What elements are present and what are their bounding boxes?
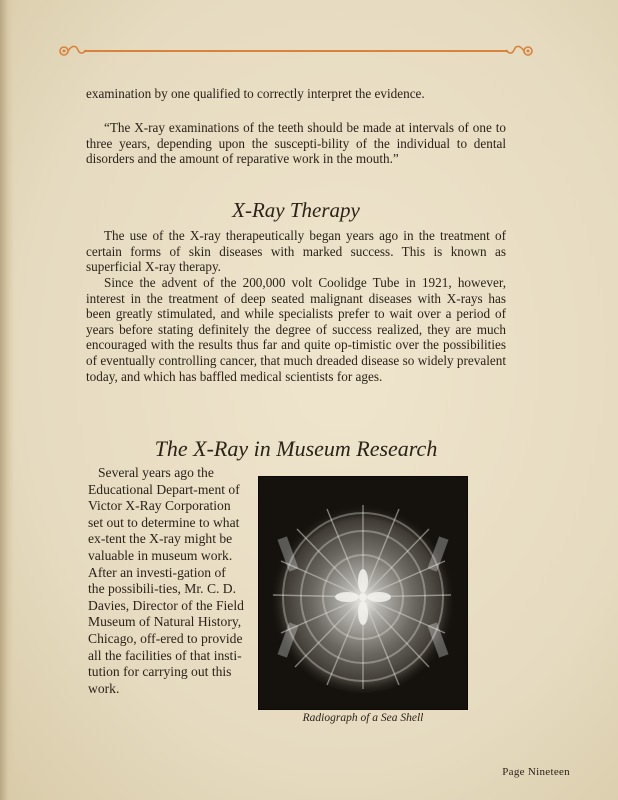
decorative-header-rule: [58, 44, 534, 58]
radiograph-image: [259, 477, 467, 709]
sea-shell-radiograph: [258, 476, 468, 710]
paragraph-museum-column: Several years ago the Educational Depart-ment of Victor X-Ray Corporation set out to determine to what ex-tent the X-ray might be valuable in museum work. After an investi-gation of the possibili-ties, Mr. C. D. Davies, Director of the Field Museum of Natural History, Chicago, off-ered to provide all the facilities of that insti-tution for carrying out this work.: [88, 465, 244, 696]
heading-xray-therapy: X-Ray Therapy: [232, 198, 360, 222]
paragraph-therapy-intro: [86, 228, 506, 275]
scroll-ornament-left-icon: [58, 43, 86, 59]
paragraph-text: examination by one qualified to correctly interpret the evidence.: [86, 86, 425, 101]
paragraph-continued: [86, 86, 506, 102]
heading-museum-research: The X-Ray in Museum Research: [154, 436, 438, 461]
scroll-ornament-right-icon: [506, 43, 534, 59]
paragraph-coolidge-tube: [86, 275, 506, 384]
paragraph-quotation: [86, 120, 506, 167]
page-number: Page Nineteen: [502, 766, 570, 778]
page-gutter-shadow: [0, 0, 14, 800]
paragraph-text: Since the advent of the 200,000 volt Coolidge Tube in 1921, however, interest in the treatment of deep seated malignant diseases with X-rays has been greatly stimulated, and while specialists prefer to wait over a period of years before stating definitely the degree of success realized, they are much encouraged with the results thus far and quite op-timistic over the possibilities of eventually controlling cancer, that much dreaded disease so widely prevalent today, and which has baffled medical scientists for ages.: [86, 275, 506, 384]
header-rule-line: [84, 50, 508, 52]
paragraph-text: “The X-ray examinations of the teeth should be made at intervals of one to three years, depending upon the suscepti-bility of the individual to dental disorders and the amount of reparative work in the mouth.”: [86, 120, 506, 167]
figure-caption: Radiograph of a Sea Shell: [302, 712, 424, 724]
paragraph-text: The use of the X-ray therapeutically began years ago in the treatment of certain forms of skin diseases with marked success. This is known as superficial X-ray therapy.: [86, 228, 506, 275]
